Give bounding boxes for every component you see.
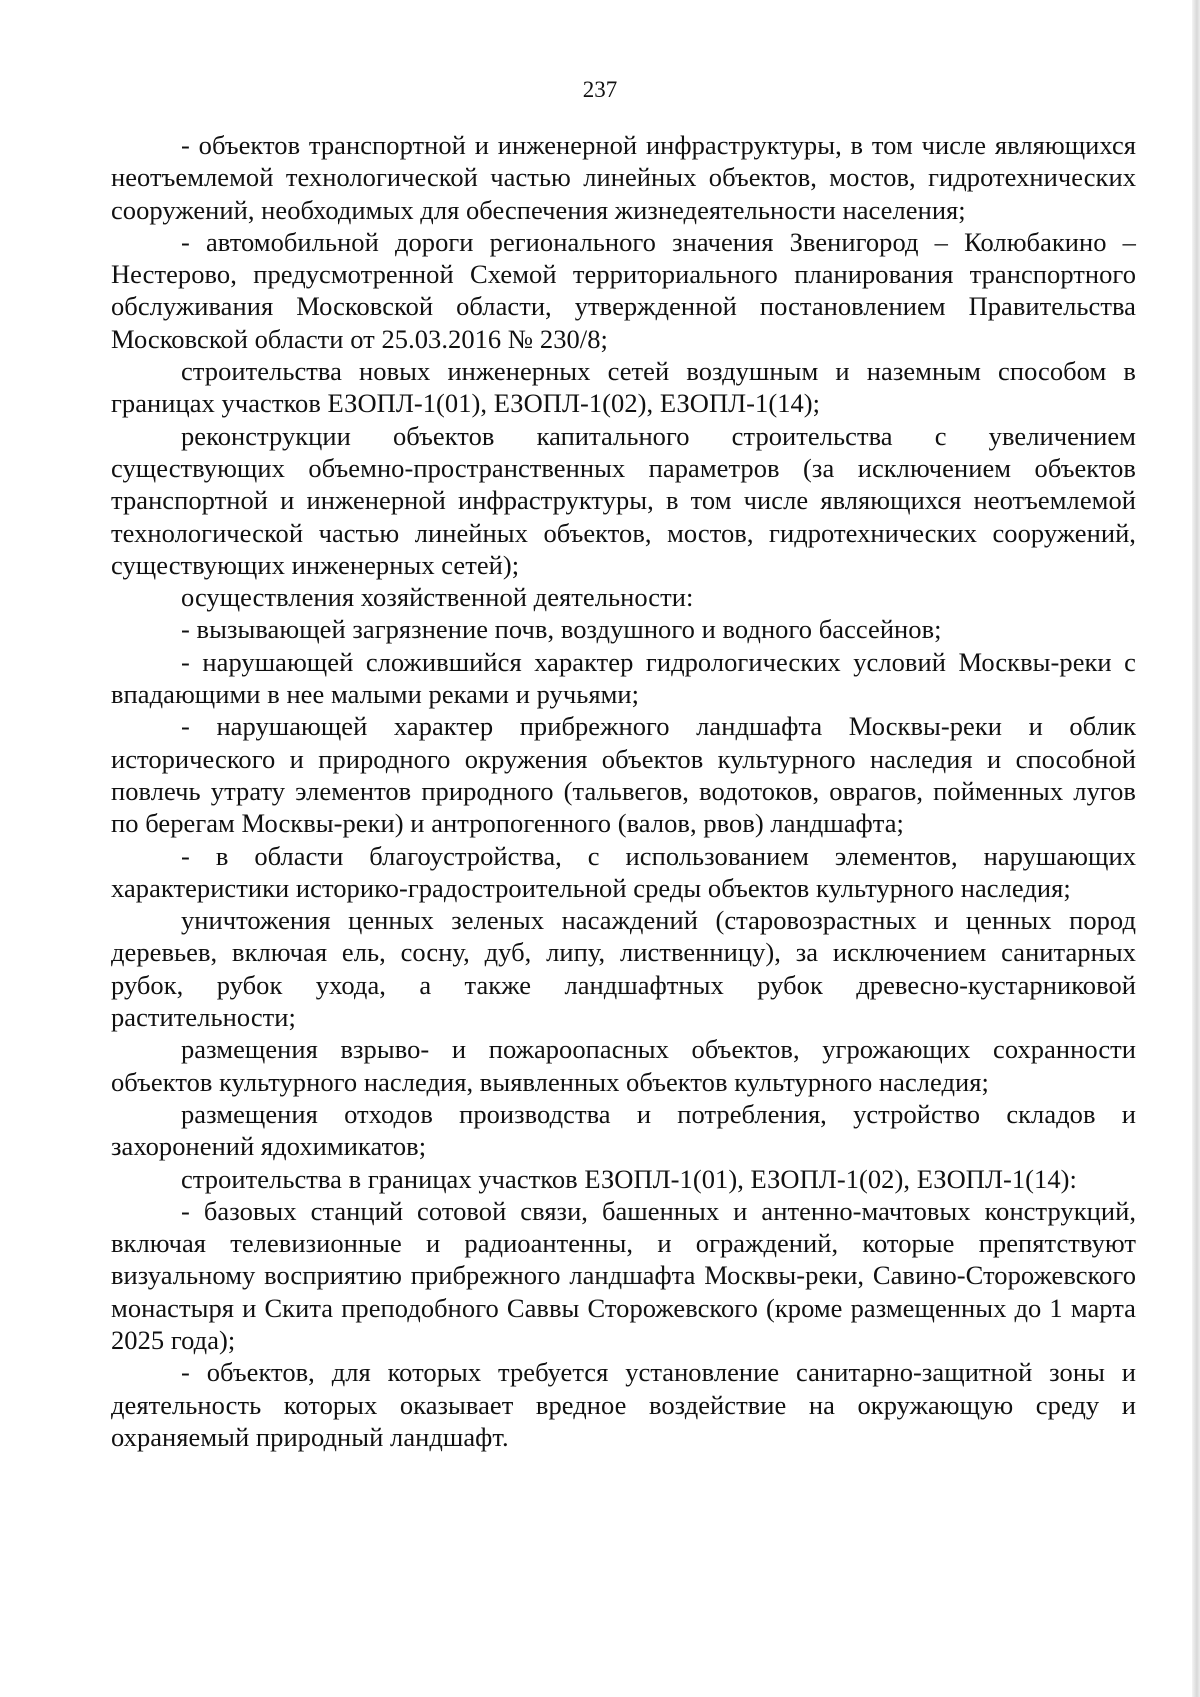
page-number: 237 (582, 77, 618, 102)
paragraph-11: размещения взрыво- и пожароопасных объектов, угрожающих сохранности объектов культурного наследия, выявленных объектов культурного наследия; (111, 1034, 1136, 1097)
paragraph-13: строительства в границах участков ЕЗОПЛ-1(01), ЕЗОПЛ-1(02), ЕЗОПЛ-1(14): (181, 1163, 1077, 1194)
paragraph-9: - в области благоустройства, с использованием элементов, нарушающих характеристики историко-градостроительной среды объектов культурного наследия; (111, 840, 1136, 903)
paragraph-10: уничтожения ценных зеленых насаждений (старовозрастных и ценных пород деревьев, включая ель, сосну, дуб, липу, лиственницу), за исключением санитарных рубок, рубок ухода, а также ландшафтных рубок древесно-кустарниковой растительности; (111, 905, 1136, 1033)
paragraph-3: строительства новых инженерных сетей воздушным и наземным способом в границах участков ЕЗОПЛ-1(01), ЕЗОПЛ-1(02), ЕЗОПЛ-1(14); (111, 356, 1136, 419)
paragraph-1: - объектов транспортной и инженерной инфраструктуры, в том числе являющихся неотъемлемой технологической частью линейных объектов, мостов, гидротехнических сооружений, необходимых для обеспечения жизнедеятельности населения; (111, 130, 1136, 225)
paragraph-8: - нарушающей характер прибрежного ландшафта Москвы-реки и облик исторического и природного окружения объектов культурного наследия и способной повлечь утрату элементов природного (тальвегов, водотоков, оврагов, пойменных лугов по берегам Москвы-реки) и антропогенного (валов, рвов) ландшафта; (111, 711, 1136, 839)
paragraph-15: - объектов, для которых требуется установление санитарно-защитной зоны и деятельность которых оказывает вредное воздействие на окружающую среду и охраняемый природный ландшафт. (111, 1357, 1136, 1452)
paragraph-14: - базовых станций сотовой связи, башенных и антенно-мачтовых конструкций, включая телевизионные и радиоантенны, и ограждений, которые препятствуют визуальному восприятию прибрежного ландшафта Москвы-реки, Савино-Сторожевского монастыря и Скита преподобного Саввы Сторожевского (кроме размещенных до 1 марта 2025 года); (111, 1195, 1136, 1355)
paragraph-5: осуществления хозяйственной деятельности: (181, 582, 694, 613)
document-body (111, 129, 1136, 1453)
paragraph-12: размещения отходов производства и потребления, устройство складов и захоронений ядохимикатов; (111, 1098, 1136, 1162)
paragraph-7: - нарушающей сложившийся характер гидрологических условий Москвы-реки с впадающими в нее малыми реками и ручьями; (111, 646, 1136, 710)
paragraph-4: реконструкции объектов капитального строительства с увеличением существующих объемно-пространственных параметров (за исключением объектов транспортной и инженерной инфраструктуры, в том числе являющихся неотъемлемой технологической частью линейных объектов, мостов, гидротехнических сооружений, существующих инженерных сетей); (111, 420, 1136, 580)
paragraph-2: - автомобильной дороги регионального значения Звенигород – Колюбакино – Нестерово, предусмотренной Схемой территориального планирования транспортного обслуживания Московской области, утвержденной постановлением Правительства Московской области от 25.03.2016 № 230/8; (111, 226, 1136, 354)
scan-edge (1192, 0, 1200, 1697)
paragraph-6: - вызывающей загрязнение почв, воздушного и водного бассейнов; (181, 614, 942, 645)
